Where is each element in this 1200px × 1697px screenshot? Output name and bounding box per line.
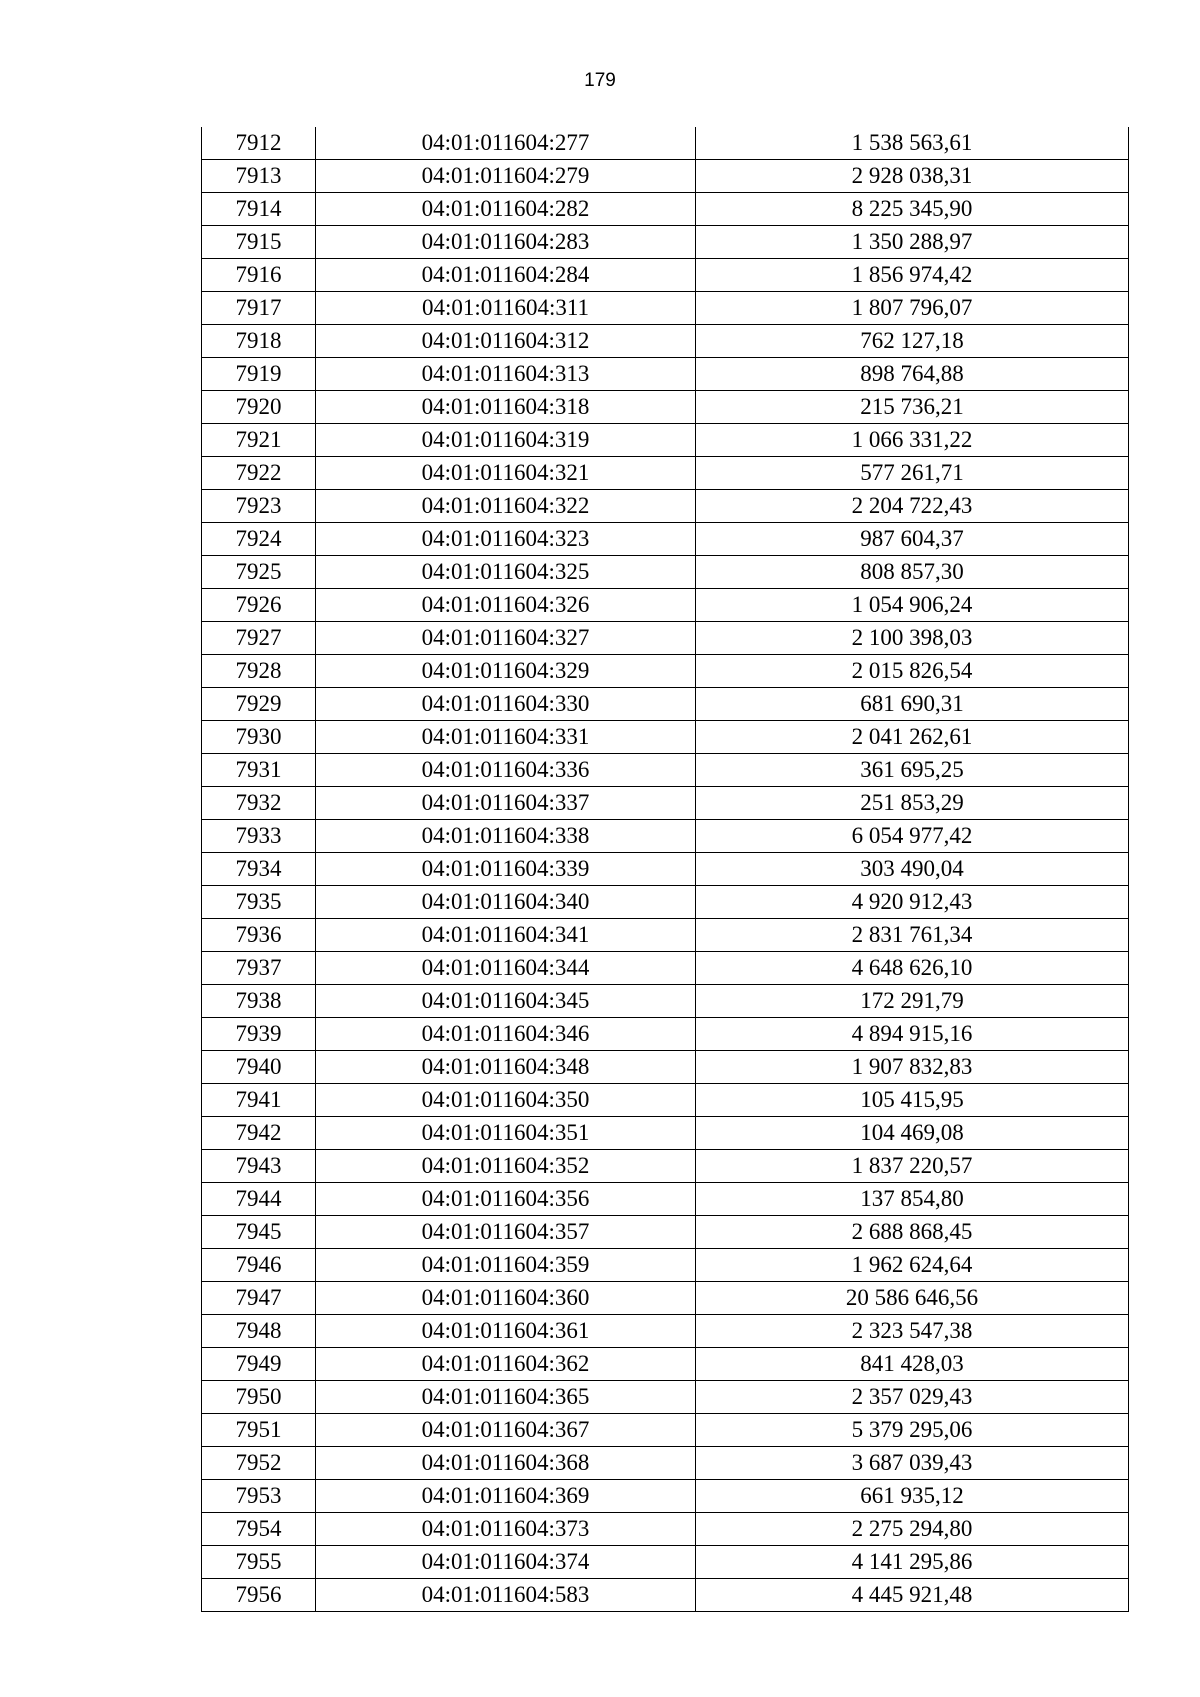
cadastral-value-cell: 2 831 761,34 xyxy=(696,919,1129,952)
cadastral-number-cell: 04:01:011604:331 xyxy=(316,721,696,754)
cadastral-number-cell: 04:01:011604:369 xyxy=(316,1480,696,1513)
row-number-cell: 7943 xyxy=(202,1150,316,1183)
table-body xyxy=(202,127,1129,1612)
cadastral-value-cell: 1 962 624,64 xyxy=(696,1249,1129,1282)
row-number-cell: 7952 xyxy=(202,1447,316,1480)
row-number-cell: 7949 xyxy=(202,1348,316,1381)
cadastral-number-cell: 04:01:011604:321 xyxy=(316,457,696,490)
table-row xyxy=(202,985,1129,1018)
cadastral-number-cell: 04:01:011604:284 xyxy=(316,259,696,292)
row-number-cell: 7941 xyxy=(202,1084,316,1117)
row-number-cell: 7931 xyxy=(202,754,316,787)
cadastral-value-cell: 841 428,03 xyxy=(696,1348,1129,1381)
table-row xyxy=(202,1150,1129,1183)
cadastral-value-cell: 251 853,29 xyxy=(696,787,1129,820)
cadastral-value-cell: 137 854,80 xyxy=(696,1183,1129,1216)
table-row xyxy=(202,259,1129,292)
cadastral-value-cell: 1 856 974,42 xyxy=(696,259,1129,292)
row-number-cell: 7948 xyxy=(202,1315,316,1348)
cadastral-number-cell: 04:01:011604:351 xyxy=(316,1117,696,1150)
cadastral-value-cell: 3 687 039,43 xyxy=(696,1447,1129,1480)
cadastral-value-cell: 2 015 826,54 xyxy=(696,655,1129,688)
table-row xyxy=(202,292,1129,325)
table-row xyxy=(202,1315,1129,1348)
table-row xyxy=(202,721,1129,754)
row-number-cell: 7913 xyxy=(202,160,316,193)
row-number-cell: 7944 xyxy=(202,1183,316,1216)
cadastral-number-cell: 04:01:011604:374 xyxy=(316,1546,696,1579)
cadastral-number-cell: 04:01:011604:367 xyxy=(316,1414,696,1447)
cadastral-value-cell: 987 604,37 xyxy=(696,523,1129,556)
cadastral-value-cell: 4 648 626,10 xyxy=(696,952,1129,985)
row-number-cell: 7939 xyxy=(202,1018,316,1051)
cadastral-number-cell: 04:01:011604:313 xyxy=(316,358,696,391)
cadastral-number-cell: 04:01:011604:362 xyxy=(316,1348,696,1381)
row-number-cell: 7922 xyxy=(202,457,316,490)
cadastral-value-cell: 2 357 029,43 xyxy=(696,1381,1129,1414)
row-number-cell: 7930 xyxy=(202,721,316,754)
table-row xyxy=(202,1282,1129,1315)
cadastral-value-cell: 661 935,12 xyxy=(696,1480,1129,1513)
table-row xyxy=(202,1183,1129,1216)
row-number-cell: 7950 xyxy=(202,1381,316,1414)
cadastral-value-cell: 2 204 722,43 xyxy=(696,490,1129,523)
cadastral-number-cell: 04:01:011604:348 xyxy=(316,1051,696,1084)
table-row xyxy=(202,556,1129,589)
cadastral-value-cell: 2 928 038,31 xyxy=(696,160,1129,193)
table-row xyxy=(202,688,1129,721)
row-number-cell: 7932 xyxy=(202,787,316,820)
cadastral-value-cell: 1 350 288,97 xyxy=(696,226,1129,259)
row-number-cell: 7956 xyxy=(202,1579,316,1612)
cadastral-number-cell: 04:01:011604:283 xyxy=(316,226,696,259)
cadastral-value-cell: 20 586 646,56 xyxy=(696,1282,1129,1315)
cadastral-value-table xyxy=(201,127,1129,1612)
row-number-cell: 7923 xyxy=(202,490,316,523)
cadastral-value-cell: 4 445 921,48 xyxy=(696,1579,1129,1612)
table-row xyxy=(202,490,1129,523)
table-row xyxy=(202,1216,1129,1249)
table-row xyxy=(202,523,1129,556)
table-row xyxy=(202,1579,1129,1612)
cadastral-number-cell: 04:01:011604:352 xyxy=(316,1150,696,1183)
cadastral-value-cell: 1 538 563,61 xyxy=(696,127,1129,160)
table-row xyxy=(202,589,1129,622)
cadastral-number-cell: 04:01:011604:365 xyxy=(316,1381,696,1414)
table-row xyxy=(202,1513,1129,1546)
table-row xyxy=(202,919,1129,952)
cadastral-number-cell: 04:01:011604:327 xyxy=(316,622,696,655)
cadastral-number-cell: 04:01:011604:312 xyxy=(316,325,696,358)
cadastral-number-cell: 04:01:011604:339 xyxy=(316,853,696,886)
row-number-cell: 7928 xyxy=(202,655,316,688)
table-row xyxy=(202,853,1129,886)
cadastral-value-cell: 4 894 915,16 xyxy=(696,1018,1129,1051)
cadastral-number-cell: 04:01:011604:326 xyxy=(316,589,696,622)
row-number-cell: 7916 xyxy=(202,259,316,292)
table-row xyxy=(202,1381,1129,1414)
cadastral-number-cell: 04:01:011604:282 xyxy=(316,193,696,226)
row-number-cell: 7940 xyxy=(202,1051,316,1084)
cadastral-value-cell: 361 695,25 xyxy=(696,754,1129,787)
cadastral-number-cell: 04:01:011604:361 xyxy=(316,1315,696,1348)
row-number-cell: 7918 xyxy=(202,325,316,358)
row-number-cell: 7933 xyxy=(202,820,316,853)
table-row xyxy=(202,391,1129,424)
cadastral-number-cell: 04:01:011604:311 xyxy=(316,292,696,325)
row-number-cell: 7924 xyxy=(202,523,316,556)
table-row xyxy=(202,127,1129,160)
cadastral-number-cell: 04:01:011604:350 xyxy=(316,1084,696,1117)
table-row xyxy=(202,1084,1129,1117)
cadastral-number-cell: 04:01:011604:318 xyxy=(316,391,696,424)
table-row xyxy=(202,1249,1129,1282)
cadastral-value-cell: 5 379 295,06 xyxy=(696,1414,1129,1447)
cadastral-value-cell: 808 857,30 xyxy=(696,556,1129,589)
row-number-cell: 7947 xyxy=(202,1282,316,1315)
table-row xyxy=(202,820,1129,853)
cadastral-value-cell: 104 469,08 xyxy=(696,1117,1129,1150)
cadastral-value-cell: 303 490,04 xyxy=(696,853,1129,886)
cadastral-value-cell: 6 054 977,42 xyxy=(696,820,1129,853)
cadastral-value-cell: 1 837 220,57 xyxy=(696,1150,1129,1183)
row-number-cell: 7921 xyxy=(202,424,316,457)
row-number-cell: 7926 xyxy=(202,589,316,622)
row-number-cell: 7929 xyxy=(202,688,316,721)
cadastral-number-cell: 04:01:011604:319 xyxy=(316,424,696,457)
row-number-cell: 7919 xyxy=(202,358,316,391)
cadastral-value-cell: 4 141 295,86 xyxy=(696,1546,1129,1579)
table-row xyxy=(202,457,1129,490)
cadastral-value-cell: 1 054 906,24 xyxy=(696,589,1129,622)
cadastral-value-cell: 2 688 868,45 xyxy=(696,1216,1129,1249)
row-number-cell: 7953 xyxy=(202,1480,316,1513)
cadastral-value-cell: 577 261,71 xyxy=(696,457,1129,490)
row-number-cell: 7915 xyxy=(202,226,316,259)
cadastral-value-cell: 2 275 294,80 xyxy=(696,1513,1129,1546)
table-row xyxy=(202,193,1129,226)
cadastral-number-cell: 04:01:011604:338 xyxy=(316,820,696,853)
cadastral-number-cell: 04:01:011604:340 xyxy=(316,886,696,919)
cadastral-number-cell: 04:01:011604:337 xyxy=(316,787,696,820)
cadastral-value-cell: 215 736,21 xyxy=(696,391,1129,424)
cadastral-number-cell: 04:01:011604:373 xyxy=(316,1513,696,1546)
cadastral-value-cell: 8 225 345,90 xyxy=(696,193,1129,226)
table-row xyxy=(202,754,1129,787)
cadastral-value-cell: 762 127,18 xyxy=(696,325,1129,358)
cadastral-number-cell: 04:01:011604:336 xyxy=(316,754,696,787)
table-row xyxy=(202,1051,1129,1084)
table-row xyxy=(202,787,1129,820)
cadastral-number-cell: 04:01:011604:277 xyxy=(316,127,696,160)
cadastral-number-cell: 04:01:011604:359 xyxy=(316,1249,696,1282)
row-number-cell: 7935 xyxy=(202,886,316,919)
row-number-cell: 7942 xyxy=(202,1117,316,1150)
page-number: 179 xyxy=(584,70,616,91)
cadastral-number-cell: 04:01:011604:322 xyxy=(316,490,696,523)
table-row xyxy=(202,622,1129,655)
table-row xyxy=(202,160,1129,193)
cadastral-number-cell: 04:01:011604:323 xyxy=(316,523,696,556)
row-number-cell: 7925 xyxy=(202,556,316,589)
row-number-cell: 7938 xyxy=(202,985,316,1018)
table-row xyxy=(202,1447,1129,1480)
table-row xyxy=(202,424,1129,457)
row-number-cell: 7946 xyxy=(202,1249,316,1282)
cadastral-number-cell: 04:01:011604:357 xyxy=(316,1216,696,1249)
row-number-cell: 7914 xyxy=(202,193,316,226)
table-row xyxy=(202,325,1129,358)
cadastral-value-cell: 172 291,79 xyxy=(696,985,1129,1018)
row-number-cell: 7912 xyxy=(202,127,316,160)
cadastral-value-cell: 898 764,88 xyxy=(696,358,1129,391)
cadastral-value-cell: 105 415,95 xyxy=(696,1084,1129,1117)
cadastral-value-cell: 4 920 912,43 xyxy=(696,886,1129,919)
row-number-cell: 7951 xyxy=(202,1414,316,1447)
cadastral-value-cell: 681 690,31 xyxy=(696,688,1129,721)
table-row xyxy=(202,226,1129,259)
cadastral-number-cell: 04:01:011604:325 xyxy=(316,556,696,589)
table-row xyxy=(202,1117,1129,1150)
cadastral-number-cell: 04:01:011604:360 xyxy=(316,1282,696,1315)
cadastral-number-cell: 04:01:011604:341 xyxy=(316,919,696,952)
cadastral-number-cell: 04:01:011604:279 xyxy=(316,160,696,193)
table-row xyxy=(202,1018,1129,1051)
cadastral-number-cell: 04:01:011604:330 xyxy=(316,688,696,721)
table-row xyxy=(202,1480,1129,1513)
cadastral-number-cell: 04:01:011604:583 xyxy=(316,1579,696,1612)
table-row xyxy=(202,1414,1129,1447)
cadastral-value-cell: 2 323 547,38 xyxy=(696,1315,1129,1348)
row-number-cell: 7934 xyxy=(202,853,316,886)
row-number-cell: 7917 xyxy=(202,292,316,325)
row-number-cell: 7927 xyxy=(202,622,316,655)
table-row xyxy=(202,358,1129,391)
cadastral-number-cell: 04:01:011604:329 xyxy=(316,655,696,688)
row-number-cell: 7955 xyxy=(202,1546,316,1579)
cadastral-value-cell: 1 907 832,83 xyxy=(696,1051,1129,1084)
row-number-cell: 7937 xyxy=(202,952,316,985)
table-row xyxy=(202,1348,1129,1381)
cadastral-value-cell: 2 041 262,61 xyxy=(696,721,1129,754)
table-row xyxy=(202,886,1129,919)
cadastral-number-cell: 04:01:011604:345 xyxy=(316,985,696,1018)
cadastral-number-cell: 04:01:011604:368 xyxy=(316,1447,696,1480)
table-row xyxy=(202,655,1129,688)
cadastral-value-cell: 1 066 331,22 xyxy=(696,424,1129,457)
table-row xyxy=(202,952,1129,985)
row-number-cell: 7954 xyxy=(202,1513,316,1546)
row-number-cell: 7945 xyxy=(202,1216,316,1249)
row-number-cell: 7920 xyxy=(202,391,316,424)
cadastral-value-cell: 2 100 398,03 xyxy=(696,622,1129,655)
table-row xyxy=(202,1546,1129,1579)
cadastral-value-cell: 1 807 796,07 xyxy=(696,292,1129,325)
cadastral-number-cell: 04:01:011604:356 xyxy=(316,1183,696,1216)
cadastral-number-cell: 04:01:011604:344 xyxy=(316,952,696,985)
cadastral-number-cell: 04:01:011604:346 xyxy=(316,1018,696,1051)
row-number-cell: 7936 xyxy=(202,919,316,952)
